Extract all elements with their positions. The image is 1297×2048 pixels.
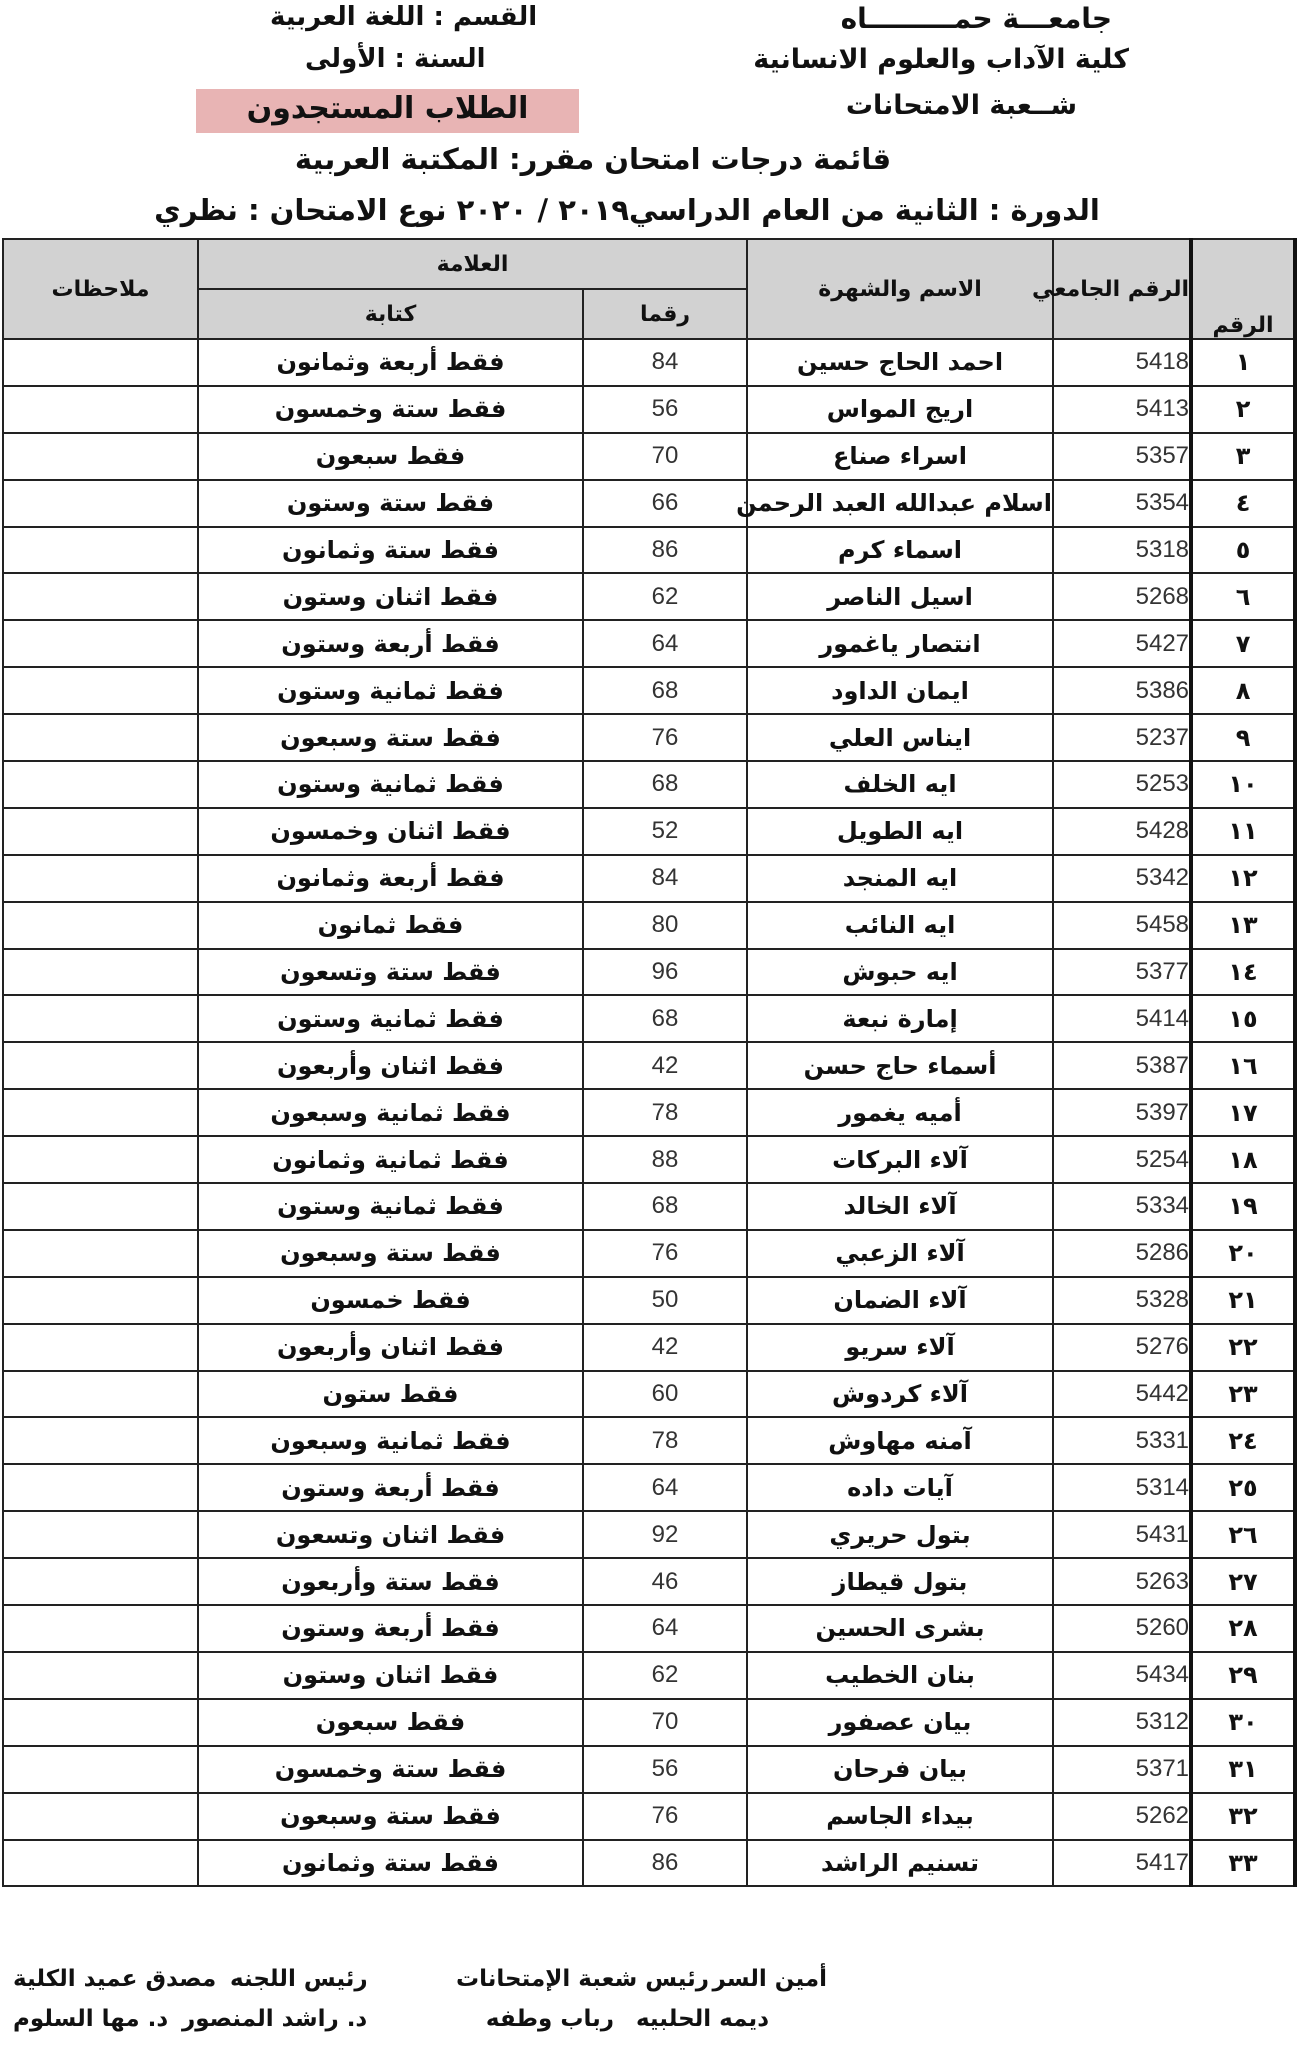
row-index: ١٤ [1191,949,1295,996]
student-name-cell: بشرى الحسين [747,1605,1053,1652]
row-index: ١٨ [1191,1136,1295,1183]
table-row [3,855,1295,902]
grade-numeric-cell: 62 [583,573,747,620]
row-index: ٣١ [1191,1746,1295,1793]
grade-numeric-cell: 76 [583,1230,747,1277]
grade-written-cell: فقط اثنان وأربعون [198,1324,583,1371]
notes-cell [3,1230,198,1277]
student-name-cell: اسلام عبدالله العبد الرحمن [747,480,1053,527]
grade-written-cell: فقط سبعون [198,1699,583,1746]
student-name-cell: اسيل الناصر [747,573,1053,620]
notes-cell [3,1699,198,1746]
band-label: الطلاب المستجدون [246,91,529,126]
university-id-cell: 5263 [1053,1558,1191,1605]
student-name-cell: ايناس العلي [747,714,1053,761]
department-label: القسم : اللغة العربية [270,2,538,32]
notes-cell [3,1324,198,1371]
table-row [3,1699,1295,1746]
student-name-cell: آلاء كردوش [747,1371,1053,1418]
student-name-cell: بتول قيطاز [747,1558,1053,1605]
grade-numeric-cell: 68 [583,761,747,808]
grade-numeric-cell: 64 [583,1605,747,1652]
grade-written-cell: فقط اثنان وخمسون [198,808,583,855]
row-index: ٢ [1191,386,1295,433]
page-title: قائمة درجات امتحان مقرر: المكتبة العربية [294,142,892,176]
university-id-cell: 5286 [1053,1230,1191,1277]
grade-written-cell: فقط ثمانية وستون [198,761,583,808]
grade-numeric-cell: 84 [583,855,747,902]
grade-numeric-cell: 92 [583,1511,747,1558]
table-row [3,714,1295,761]
table-row [3,339,1295,386]
grade-written-cell: فقط اثنان وستون [198,1652,583,1699]
notes-cell [3,902,198,949]
notes-cell [3,949,198,996]
grade-numeric-cell: 84 [583,339,747,386]
notes-cell [3,1793,198,1840]
grade-written-cell: فقط ثمانية وستون [198,667,583,714]
dean-title: مصدق عميد الكلية [13,1966,217,1992]
grade-written-cell: فقط ستة وسبعون [198,714,583,761]
notes-cell [3,761,198,808]
table-row [3,1417,1295,1464]
exams-head-title: رئيس شعبة الإمتحانات [456,1966,709,1992]
notes-cell [3,1558,198,1605]
notes-cell [3,339,198,386]
university-id-cell: 5386 [1053,667,1191,714]
university-id-cell: 5387 [1053,1042,1191,1089]
university-id-cell: 5260 [1053,1605,1191,1652]
notes-cell [3,855,198,902]
university-id-cell: 5397 [1053,1089,1191,1136]
table-row [3,1840,1295,1887]
university-id-cell: 5414 [1053,995,1191,1042]
table-row [3,386,1295,433]
notes-cell [3,995,198,1042]
table-row [3,1230,1295,1277]
grade-numeric-cell: 68 [583,667,747,714]
notes-cell [3,1417,198,1464]
row-index: ١٩ [1191,1183,1295,1230]
table-row [3,1511,1295,1558]
row-index: ٣٠ [1191,1699,1295,1746]
header-notes: ملاحظات [3,239,198,339]
university-name: جامعـــة حمـــــــــاه [840,2,1112,35]
table-row [3,995,1295,1042]
header-university-id: الرقم الجامعي [1053,239,1191,339]
grade-numeric-cell: 52 [583,808,747,855]
university-id-cell: 5268 [1053,573,1191,620]
student-name-cell: انتصار ياغمور [747,620,1053,667]
student-name-cell: أسماء حاج حسن [747,1042,1053,1089]
student-name-cell: اريج المواس [747,386,1053,433]
university-id-cell: 5354 [1053,480,1191,527]
notes-cell [3,1652,198,1699]
new-students-band [196,89,579,133]
year-label: السنة : الأولى [305,44,486,74]
grade-written-cell: فقط اثنان وستون [198,573,583,620]
university-id-cell: 5413 [1053,386,1191,433]
student-name-cell: ايه الخلف [747,761,1053,808]
notes-cell [3,1277,198,1324]
notes-cell [3,480,198,527]
row-index: ٣ [1191,433,1295,480]
table-row [3,1136,1295,1183]
row-index: ٢٦ [1191,1511,1295,1558]
table-row [3,1183,1295,1230]
grade-numeric-cell: 50 [583,1277,747,1324]
secretary-title: أمين السر [712,1966,827,1992]
university-id-cell: 5418 [1053,339,1191,386]
student-name-cell: احمد الحاج حسين [747,339,1053,386]
row-index: ١٢ [1191,855,1295,902]
row-index: ٣٢ [1191,1793,1295,1840]
grade-written-cell: فقط ثمانية وسبعون [198,1089,583,1136]
student-name-cell: اسراء صناع [747,433,1053,480]
grade-written-cell: فقط ثمانية وثمانون [198,1136,583,1183]
student-name-cell: بنان الخطيب [747,1652,1053,1699]
notes-cell [3,1840,198,1887]
grade-written-cell: فقط اثنان وتسعون [198,1511,583,1558]
table-row [3,1605,1295,1652]
university-id-cell: 5428 [1053,808,1191,855]
grade-written-cell: فقط ستة وثمانون [198,527,583,574]
row-index: ٢٢ [1191,1324,1295,1371]
table-row [3,1746,1295,1793]
notes-cell [3,1089,198,1136]
grades-table [2,238,1297,1887]
header-written: كتابة [198,289,583,339]
notes-cell [3,620,198,667]
exams-division: شــعبة الامتحانات [845,90,1077,121]
student-name-cell: ايه حبوش [747,949,1053,996]
row-index: ٢٤ [1191,1417,1295,1464]
dean-name: د. مها السلوم [13,2006,169,2032]
table-row [3,902,1295,949]
grade-written-cell: فقط ستة وخمسون [198,1746,583,1793]
table-row [3,761,1295,808]
row-index: ١٣ [1191,902,1295,949]
table-row [3,1652,1295,1699]
notes-cell [3,1464,198,1511]
notes-cell [3,714,198,761]
notes-cell [3,1605,198,1652]
row-index: ٧ [1191,620,1295,667]
student-name-cell: ايه المنجد [747,855,1053,902]
notes-cell [3,433,198,480]
student-name-cell: اسماء كرم [747,527,1053,574]
grade-numeric-cell: 76 [583,1793,747,1840]
university-id-cell: 5328 [1053,1277,1191,1324]
grade-written-cell: فقط ستون [198,1371,583,1418]
grade-numeric-cell: 70 [583,433,747,480]
table-row [3,527,1295,574]
university-id-cell: 5276 [1053,1324,1191,1371]
grade-numeric-cell: 86 [583,1840,747,1887]
row-index: ٢٩ [1191,1652,1295,1699]
grade-written-cell: فقط ثمانية وستون [198,1183,583,1230]
grade-written-cell: فقط ستة وسبعون [198,1793,583,1840]
student-name-cell: آلاء الضمان [747,1277,1053,1324]
grade-numeric-cell: 86 [583,527,747,574]
student-name-cell: بتول حريري [747,1511,1053,1558]
student-name-cell: أميه يغمور [747,1089,1053,1136]
notes-cell [3,386,198,433]
row-index: ١ [1191,339,1295,386]
grade-numeric-cell: 56 [583,1746,747,1793]
grade-numeric-cell: 78 [583,1089,747,1136]
grade-numeric-cell: 62 [583,1652,747,1699]
grade-numeric-cell: 64 [583,620,747,667]
committee-head-title: رئيس اللجنه [230,1966,368,1992]
notes-cell [3,527,198,574]
row-index: ١١ [1191,808,1295,855]
notes-cell [3,1042,198,1089]
university-id-cell: 5253 [1053,761,1191,808]
grade-numeric-cell: 68 [583,1183,747,1230]
row-index: ٢٧ [1191,1558,1295,1605]
grade-written-cell: فقط ستة وأربعون [198,1558,583,1605]
grade-written-cell: فقط ثمانون [198,902,583,949]
table-row [3,1464,1295,1511]
row-index: ٣٣ [1191,1840,1295,1887]
grade-numeric-cell: 96 [583,949,747,996]
row-index: ٤ [1191,480,1295,527]
university-id-cell: 5312 [1053,1699,1191,1746]
row-index: ٥ [1191,527,1295,574]
grade-written-cell: فقط أربعة وثمانون [198,855,583,902]
committee-head-name: د. راشد المنصور [182,2006,368,2032]
student-name-cell: تسنيم الراشد [747,1840,1053,1887]
notes-cell [3,1511,198,1558]
table-row [3,808,1295,855]
secretary-name: ديمه الحلبيه [635,2006,769,2032]
university-id-cell: 5334 [1053,1183,1191,1230]
grade-numeric-cell: 46 [583,1558,747,1605]
row-index: ٨ [1191,667,1295,714]
row-index: ٢١ [1191,1277,1295,1324]
notes-cell [3,1183,198,1230]
student-name-cell: آيات داده [747,1464,1053,1511]
grade-written-cell: فقط ثمانية وستون [198,995,583,1042]
university-id-cell: 5458 [1053,902,1191,949]
grade-written-cell: فقط أربعة وستون [198,1605,583,1652]
grade-written-cell: فقط أربعة وثمانون [198,339,583,386]
grade-numeric-cell: 64 [583,1464,747,1511]
university-id-cell: 5262 [1053,1793,1191,1840]
grade-numeric-cell: 60 [583,1371,747,1418]
row-index: ٢٥ [1191,1464,1295,1511]
row-index: ٦ [1191,573,1295,620]
student-name-cell: بيان فرحان [747,1746,1053,1793]
table-row [3,1558,1295,1605]
grade-numeric-cell: 78 [583,1417,747,1464]
student-name-cell: آلاء الخالد [747,1183,1053,1230]
table-row [3,949,1295,996]
grade-numeric-cell: 42 [583,1324,747,1371]
grade-written-cell: فقط سبعون [198,433,583,480]
table-row [3,573,1295,620]
grade-written-cell: فقط ستة وخمسون [198,386,583,433]
grade-written-cell: فقط أربعة وستون [198,620,583,667]
student-name-cell: آلاء الزعبي [747,1230,1053,1277]
notes-cell [3,1371,198,1418]
grade-numeric-cell: 80 [583,902,747,949]
row-index: ٢٨ [1191,1605,1295,1652]
header-index: الرقم [1191,239,1295,339]
notes-cell [3,1136,198,1183]
student-name-cell: إمارة نبعة [747,995,1053,1042]
university-id-cell: 5431 [1053,1511,1191,1558]
grade-numeric-cell: 68 [583,995,747,1042]
grade-numeric-cell: 56 [583,386,747,433]
university-id-cell: 5314 [1053,1464,1191,1511]
header-grade: العلامة [198,239,747,289]
student-name-cell: ايمان الداود [747,667,1053,714]
grade-numeric-cell: 70 [583,1699,747,1746]
row-index: ٩ [1191,714,1295,761]
grade-written-cell: فقط ستة وثمانون [198,1840,583,1887]
university-id-cell: 5342 [1053,855,1191,902]
student-name-cell: آلاء البركات [747,1136,1053,1183]
grade-numeric-cell: 76 [583,714,747,761]
university-id-cell: 5254 [1053,1136,1191,1183]
student-name-cell: آلاء سريو [747,1324,1053,1371]
table-row [3,1793,1295,1840]
university-id-cell: 5237 [1053,714,1191,761]
university-id-cell: 5417 [1053,1840,1191,1887]
row-index: ١٦ [1191,1042,1295,1089]
university-id-cell: 5331 [1053,1417,1191,1464]
session-line: الدورة : الثانية من العام الدراسي٢٠١٩ / ٢٠٢٠ نوع الامتحان : نظري [154,193,1100,227]
table-row [3,1089,1295,1136]
grade-written-cell: فقط خمسون [198,1277,583,1324]
row-index: ١٧ [1191,1089,1295,1136]
university-id-cell: 5442 [1053,1371,1191,1418]
row-index: ١٥ [1191,995,1295,1042]
notes-cell [3,667,198,714]
grade-written-cell: فقط ستة وستون [198,480,583,527]
header-name: الاسم والشهرة [747,239,1053,339]
grade-numeric-cell: 66 [583,480,747,527]
table-row [3,1277,1295,1324]
university-id-cell: 5434 [1053,1652,1191,1699]
university-id-cell: 5377 [1053,949,1191,996]
faculty-name: كلية الآداب والعلوم الانسانية [753,44,1129,75]
notes-cell [3,573,198,620]
table-row [3,620,1295,667]
table-row [3,480,1295,527]
row-index: ٢٠ [1191,1230,1295,1277]
student-name-cell: بيان عصفور [747,1699,1053,1746]
row-index: ٢٣ [1191,1371,1295,1418]
header-numeric: رقما [583,289,747,339]
notes-cell [3,1746,198,1793]
student-name-cell: ايه الطويل [747,808,1053,855]
grade-numeric-cell: 88 [583,1136,747,1183]
table-row [3,667,1295,714]
grade-written-cell: فقط أربعة وستون [198,1464,583,1511]
university-id-cell: 5318 [1053,527,1191,574]
student-name-cell: آمنه مهاوش [747,1417,1053,1464]
grade-written-cell: فقط ثمانية وسبعون [198,1417,583,1464]
university-id-cell: 5357 [1053,433,1191,480]
row-index: ١٠ [1191,761,1295,808]
table-row [3,1371,1295,1418]
table-row [3,433,1295,480]
university-id-cell: 5427 [1053,620,1191,667]
table-row [3,1042,1295,1089]
university-id-cell: 5371 [1053,1746,1191,1793]
table-row [3,1324,1295,1371]
grade-written-cell: فقط ستة وسبعون [198,1230,583,1277]
grade-written-cell: فقط ستة وتسعون [198,949,583,996]
student-name-cell: بيداء الجاسم [747,1793,1053,1840]
exams-head-name: رباب وطفه [485,2006,614,2032]
notes-cell [3,808,198,855]
grade-numeric-cell: 42 [583,1042,747,1089]
grade-written-cell: فقط اثنان وأربعون [198,1042,583,1089]
student-name-cell: ايه النائب [747,902,1053,949]
